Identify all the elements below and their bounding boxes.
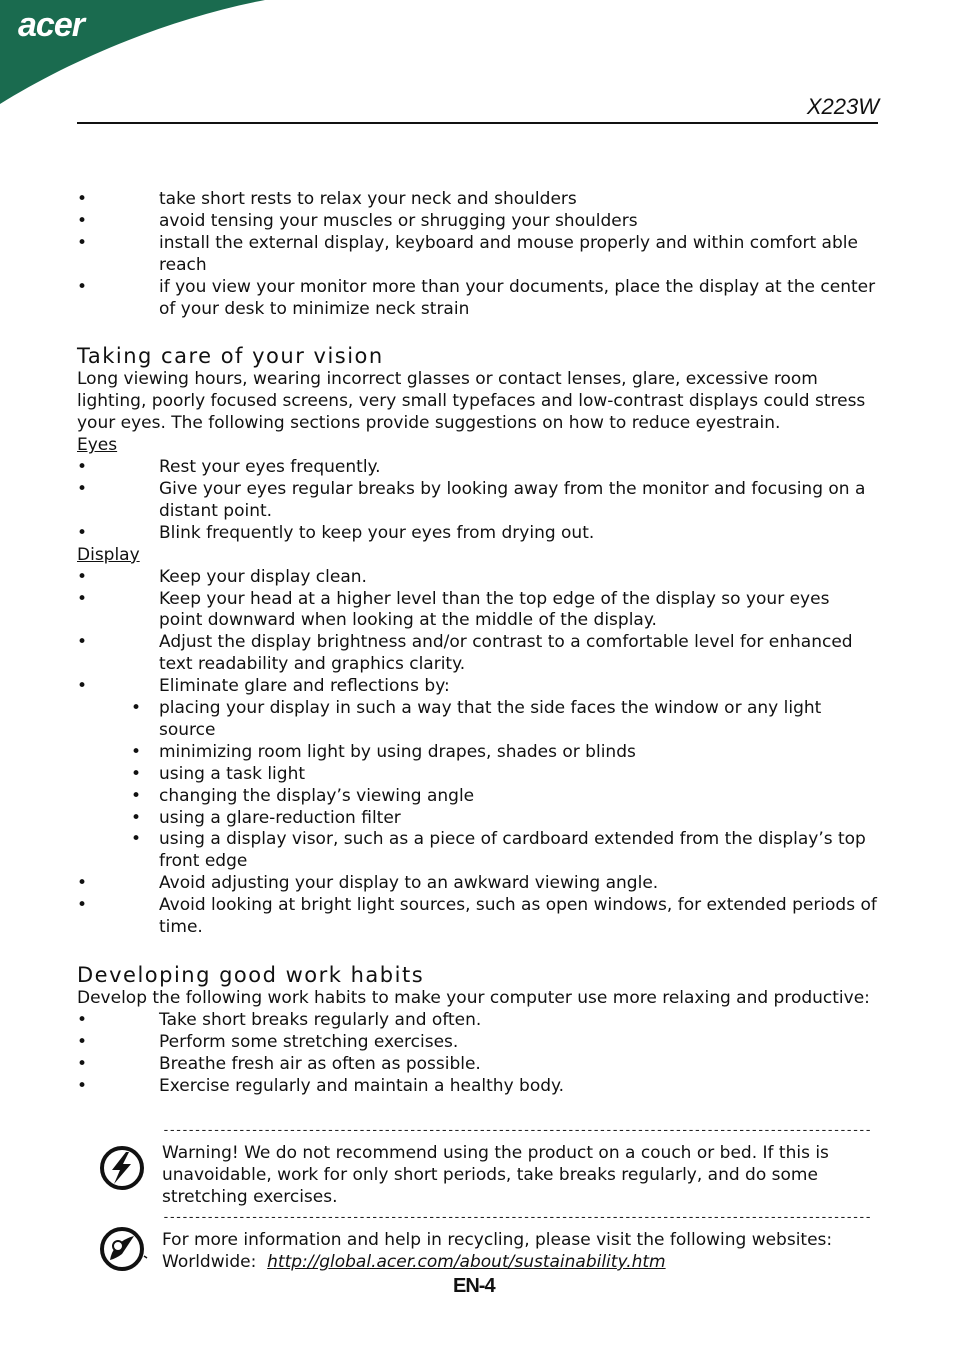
- sub-list-item: • changing the display’s viewing angle: [77, 786, 877, 808]
- list-item: • avoid tensing your muscles or shrugging your shoulders: [77, 211, 877, 233]
- warning-text: Warning! We do not recommend using the product on a couch or bed. If this is unavoidable, work for only short periods, take breaks regularly, and do some stretching exercises.: [162, 1143, 829, 1207]
- list-item: • Adjust the display brightness and/or contrast to a comfortable level for enhanced text readability and graphics clarity.: [77, 632, 877, 676]
- list-item: • Eliminate glare and reflections by:: [77, 676, 877, 698]
- page-number: EN-4: [453, 1275, 495, 1297]
- vision-intro: Long viewing hours, wearing incorrect glasses or contact lenses, glare, excessive room lighting, poorly focused screens, very small typefaces and low-contrast displays could stress your eyes. The following sections provide suggestions on how to reduce eyestrain.: [77, 369, 866, 434]
- acer-logo: acer: [18, 6, 84, 44]
- sub-list-item: • using a task light: [77, 764, 877, 786]
- list-item: • Perform some stretching exercises.: [77, 1032, 877, 1054]
- warning-lightning-icon: [98, 1144, 146, 1192]
- list-item: • Blink frequently to keep your eyes from drying out.: [77, 523, 877, 545]
- section-heading-vision: Taking care of your vision: [77, 344, 384, 369]
- list-item: • Avoid adjusting your display to an awkward viewing angle.: [77, 873, 877, 895]
- list-item: • Take short breaks regularly and often.: [77, 1010, 877, 1032]
- habits-intro: Develop the following work habits to make your computer use more relaxing and productive:: [77, 988, 870, 1008]
- list-item: • Give your eyes regular breaks by looking away from the monitor and focusing on a distant point.: [77, 479, 877, 523]
- recycling-text: [162, 1229, 877, 1273]
- section-heading-habits: Developing good work habits: [77, 963, 425, 987]
- sub-list-item: • using a display visor, such as a piece of cardboard extended from the display’s top front edge: [77, 829, 877, 873]
- dashed-separator: [162, 1211, 872, 1225]
- sub-list-item: • placing your display in such a way that the side faces the window or any light source: [77, 698, 877, 742]
- page-content: [77, 189, 877, 1098]
- model-number: X223W: [806, 94, 879, 119]
- sustainability-link[interactable]: http://global.acer.com/about/sustainability.htm: [267, 1252, 666, 1272]
- header-rule: [77, 122, 878, 124]
- list-item: • Exercise regularly and maintain a healthy body.: [77, 1076, 877, 1098]
- dashed-separator: [162, 1124, 872, 1138]
- worldwide-label: Worldwide:: [162, 1252, 257, 1272]
- display-bullet-list: [77, 567, 877, 939]
- list-item: • if you view your monitor more than your documents, place the display at the center of your desk to minimize neck strain: [77, 277, 877, 321]
- list-item: • Keep your display clean.: [77, 567, 877, 589]
- intro-bullet-list: [77, 189, 877, 320]
- recycling-note-icon: [98, 1224, 150, 1274]
- list-item: • take short rests to relax your neck and shoulders: [77, 189, 877, 211]
- sub-list-item: • minimizing room light by using drapes, shades or blinds: [77, 742, 877, 764]
- display-label: Display: [77, 544, 140, 565]
- list-item: • install the external display, keyboard and mouse properly and within comfort able reach: [77, 233, 877, 277]
- recycling-info: For more information and help in recycling, please visit the following websites:: [162, 1230, 833, 1250]
- list-item: • Rest your eyes frequently.: [77, 457, 877, 479]
- recycling-worldwide-line: [162, 1251, 877, 1273]
- list-item: • Avoid looking at bright light sources, such as open windows, for extended periods of time.: [77, 895, 877, 939]
- eyes-bullet-list: [77, 457, 877, 545]
- list-item: • Breathe fresh air as often as possible.: [77, 1054, 877, 1076]
- habits-bullet-list: [77, 1010, 877, 1098]
- eyes-label: Eyes: [77, 435, 118, 456]
- list-item: • Keep your head at a higher level than the top edge of the display so your eyes point downward when looking at the middle of the display.: [77, 589, 877, 633]
- sub-list-item: • using a glare-reduction filter: [77, 808, 877, 830]
